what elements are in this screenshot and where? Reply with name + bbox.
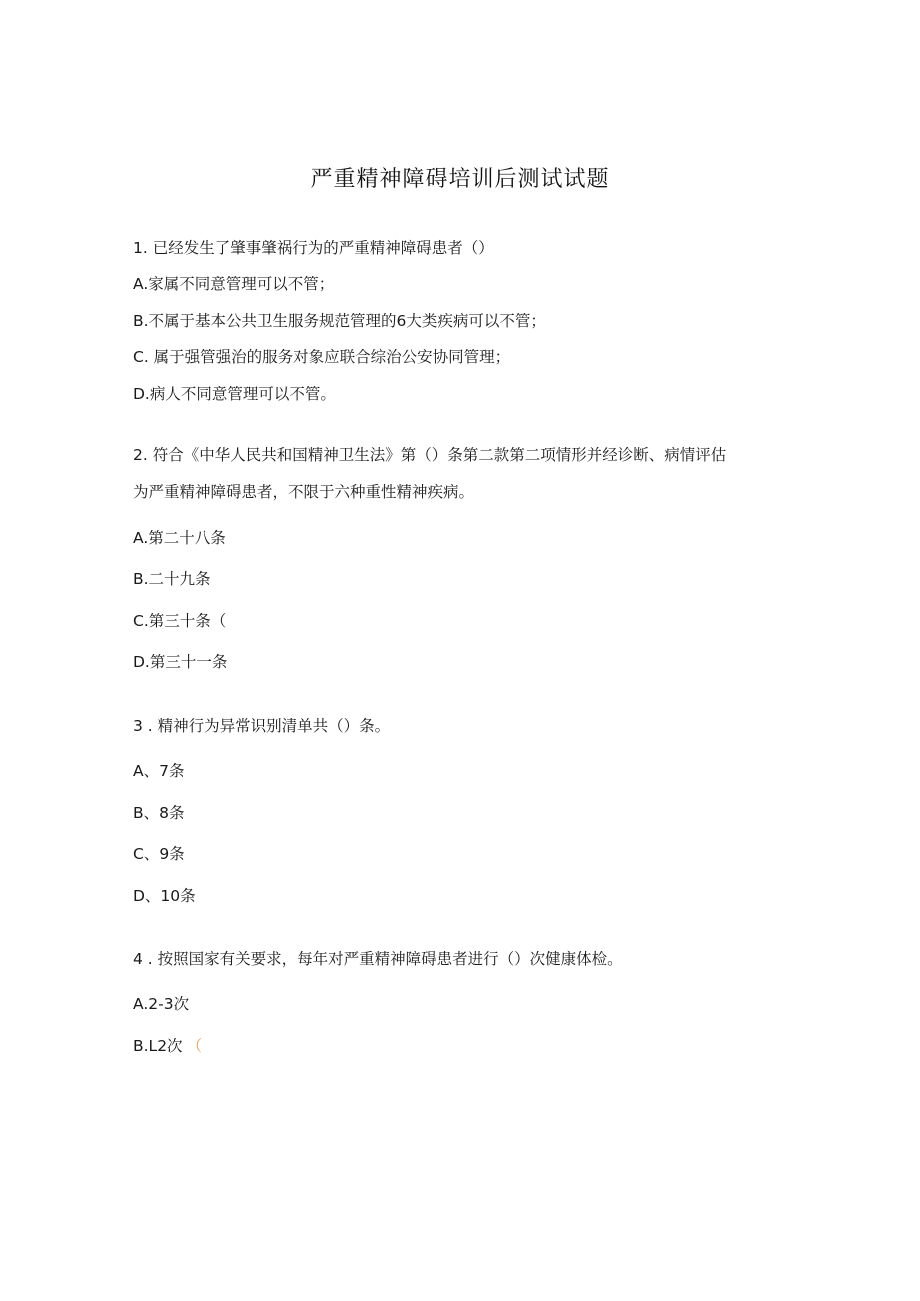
page-title: 严重精神障碍培训后测试试题 bbox=[310, 167, 610, 192]
question-3-option-b: B、8条 bbox=[133, 804, 185, 822]
question-1-stem: 1. 已经发生了肇事肇祸行为的严重精神障碍患者（） bbox=[133, 239, 494, 257]
question-3-stem: 3 . 精神行为异常识别清单共（）条。 bbox=[133, 717, 391, 735]
question-4-option-a: A.2-3次 bbox=[133, 995, 190, 1013]
question-4-option-b-row bbox=[133, 1036, 202, 1056]
question-1-option-d: D.病人不同意管理可以不管。 bbox=[133, 385, 336, 403]
question-2-option-d: D.第三十一条 bbox=[133, 653, 228, 671]
question-3-option-a: A、7条 bbox=[133, 762, 185, 780]
question-2-option-a: A.第二十八条 bbox=[133, 529, 226, 547]
stray-mark: （ bbox=[186, 1037, 203, 1055]
question-1-option-c: C. 属于强管强治的服务对象应联合综治公安协同管理； bbox=[133, 348, 511, 366]
question-2-option-c: C.第三十条（ bbox=[133, 612, 227, 630]
question-2-stem-line-1: 2. 符合《中华人民共和国精神卫生法》第（）条第二款第二项情形并经诊断、病情评估 bbox=[133, 446, 727, 464]
question-4-stem: 4 . 按照国家有关要求，每年对严重精神障碍患者进行（）次健康体检。 bbox=[133, 950, 623, 968]
question-1-option-a: A.家属不同意管理可以不管； bbox=[133, 275, 335, 293]
question-3-option-d: D、10条 bbox=[133, 887, 196, 905]
question-2-stem-line-2: 为严重精神障碍患者，不限于六种重性精神疾病。 bbox=[133, 483, 475, 501]
question-1-option-b: B.不属于基本公共卫生服务规范管理的6大类疾病可以不管； bbox=[133, 312, 546, 330]
question-2-option-b: B.二十九条 bbox=[133, 570, 211, 588]
question-4-option-b: B.L2次 bbox=[133, 1037, 183, 1055]
question-3-option-c: C、9条 bbox=[133, 845, 185, 863]
